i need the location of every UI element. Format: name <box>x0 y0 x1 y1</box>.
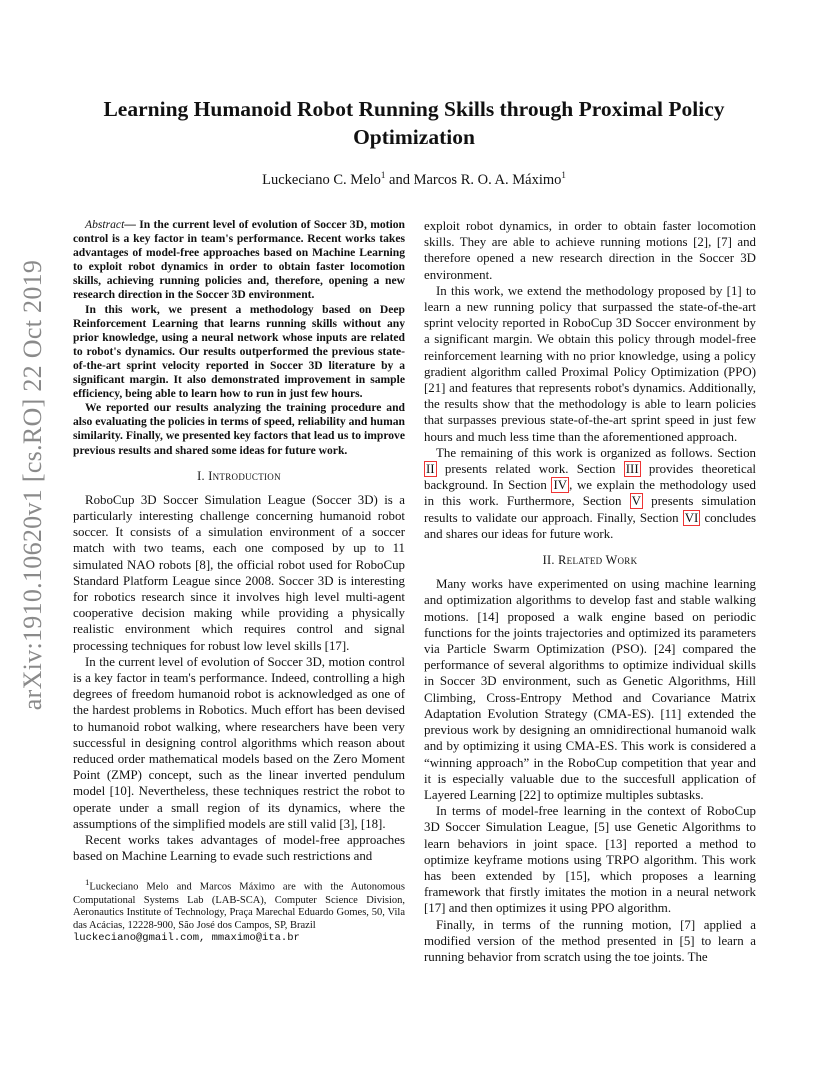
author-conjunction: and <box>385 171 414 188</box>
intro-paragraph-3: Recent works takes advantages of model-free approaches based on Machine Learning to evade such restrictions and <box>73 833 405 864</box>
abstract <box>73 218 405 458</box>
affiliation-footnote <box>73 876 405 944</box>
section-heading-introduction: I. Introduction <box>197 468 281 483</box>
intro-paragraph-organization: The remaining of this work is organized as follows. Section II presents related work. Section III provides theoretical background. In Section IV , we explain the methodology used in this work. Furthermore, Section V presents simulation results to validate our approach. Finally, Section VI concludes and shares our ideas for future work. <box>424 445 756 541</box>
author-1-affiliation-mark: 1 <box>380 170 386 180</box>
section-heading-related-work: II. Related Work <box>542 553 638 568</box>
section-link-ii[interactable]: II <box>426 462 435 477</box>
abstract-paragraph-2: In this work, we present a methodology based on Deep Reinforcement Learning that learns running skills without any prior knowledge, using a neural network whose inputs are related to robot's dynamics. Our results outperformed the previous state-of-the-art sprint velocity reported in Soccer 3D literature by a significant margin. It also demonstrated improvement in sample efficiency, being able to learn how to run in just few hours. <box>73 302 405 401</box>
related-work-paragraph-3: Finally, in terms of the running motion, [7] applied a modified version of the method presented in [5] to learn a running behavior from scratch using the toe joints. The <box>424 917 756 964</box>
related-work-paragraph-1: Many works have experimented on using machine learning and optimization algorithms to develop fast and stable walking motions. [14] proposed a walk engine based on periodic functions for the joints trajectories and optimized its parameters via Particle Swarm Optimization (PSO). [24] compared the performance of several algorithms to optimize individual skills in Soccer 3D environment, such as Genetic Algorithms, Hill Climbing, Cross-Entropy Method and Covariance Matrix Adaptation Evolution Strategy (CMA-ES). [11] extended the previous work by designing an omnidirectional humanoid walk and by optimizing it using CMA-ES. This work is considered a “winning approach” in the RoboCup competition that year and it is especially valuable due to the succesfull application of Layered Learning [22] to optimize multiples subtasks. <box>424 577 756 802</box>
author-2-affiliation-mark: 1 <box>561 170 566 180</box>
related-work-paragraph-2: In terms of model-free learning in the context of RoboCup 3D Soccer Simulation League, [5] use Genetic Algorithms to learn behaviors in joint space. [13] reported a method to optimize keyframe motions using TRPO algorithm. This work has been extended by [15], which proposes a learning framework that firstly imitates the motion in a neural network [17] and then optimizes it using PPO algorithm. <box>424 804 756 916</box>
intro-paragraph-1: RoboCup 3D Soccer Simulation League (Soccer 3D) is a particularly interesting challenge concerning humanoid robot soccer. It consists of a simulation environment of a soccer match with two teams, each one composed by up to 11 simulated NAO robots [8], the official robot used for RoboCup Standard Platform League since 2008. Soccer 3D is interesting for robotics research since it involves high level multi-agent cooperative decision making while providing a physically realistic environment which requires control and signal processing techniques for robust low level skills [17]. <box>73 492 405 653</box>
right-column <box>424 218 756 965</box>
author-2: Marcos R. O. A. Máximo <box>413 171 562 188</box>
footnote-mark: 1 <box>85 877 90 888</box>
intro-paragraph-contribution: In this work, we extend the methodology proposed by [1] to learn a new running policy that surpassed the state-of-the-art sprint velocity reported in RoboCup 3D Soccer environment by a significant margin. We obtain this policy through model-free reinforcement learning with no prior knowledge, using a policy gradient algorithm called Proximal Policy Optimization (PPO) [21] and features that represents robot's dynamics. Additionally, the results show that the methodology is able to learn policies that surpasses previous state-of-the-art sprint speed in just few hours and much less time than the aforementioned approach. <box>424 283 756 444</box>
arxiv-id: arXiv:1910.10620v1 [cs.RO] 22 Oct 2019 <box>18 259 47 711</box>
paper-title: Learning Humanoid Robot Running Skills through Proximal Policy Optimization <box>103 97 725 149</box>
section-link-vi[interactable]: VI <box>684 510 699 525</box>
section-link-iii[interactable]: III <box>625 462 639 477</box>
abstract-paragraph-3: We reported our results analyzing the training procedure and also evaluating the policies in terms of speed, reliability and human similarity. Finally, we presented key factors that lead us to improve previous results and shared some ideas for future work. <box>73 401 405 457</box>
left-column <box>73 218 405 945</box>
author-line <box>70 170 758 189</box>
author-1: Luckeciano C. Melo <box>262 171 381 188</box>
intro-paragraph-2: In the current level of evolution of Soccer 3D, motion control is a key factor in team's performance. Indeed, controlling a high degrees of freedom humanoid robot is acknowledged as one of the hardest problems in Robotics. Much effort has been devised to humanoid robot walking, where researchers have been very successful in designing control algorithms which reason about reduced order mathematical models based on the Zero Moment Point (ZMP) concept, such as the linear inverted pendulum model [10]. Nevertheless, these techniques restrict the robot to operate under a small region of its dynamics, where the assumptions of the simplified models are still valid [3], [18]. <box>73 654 405 831</box>
section-link-iv[interactable]: IV <box>553 478 568 493</box>
intro-continuation: exploit robot dynamics, in order to obtain faster locomotion skills. They are able to achieve running motions [2], [7] and therefore opened a new research direction in the Soccer 3D environment. <box>424 219 756 282</box>
section-link-v[interactable]: V <box>631 494 641 509</box>
author-emails: luckeciano@gmail.com, mmaximo@ita.br <box>73 932 300 945</box>
abstract-label: Abstract <box>85 218 125 231</box>
footnote-text: $^1$Luckeciano Melo and Marcos Máximo are with the Autonomous Computational Systems Lab (LAB-SCA), Computer Science Division, Aeronautics Institute of Technology, Praça Marechal Eduardo Gomes, 50, Vila das Acácias, 12228-900, São José dos Campos, SP, Brazil <box>73 877 405 931</box>
arxiv-sidebar-stamp <box>5 259 61 711</box>
abstract-paragraph-1: Abstract— In the current level of evolution of Soccer 3D, motion control is a key factor in team's performance. Recent works takes advantages of model-free approaches based on Machine Learning to exploit robot dynamics in order to obtain faster locomotion skills, achieving running policies and, therefore, opening a new research direction in the Soccer 3D environment. <box>73 218 405 302</box>
